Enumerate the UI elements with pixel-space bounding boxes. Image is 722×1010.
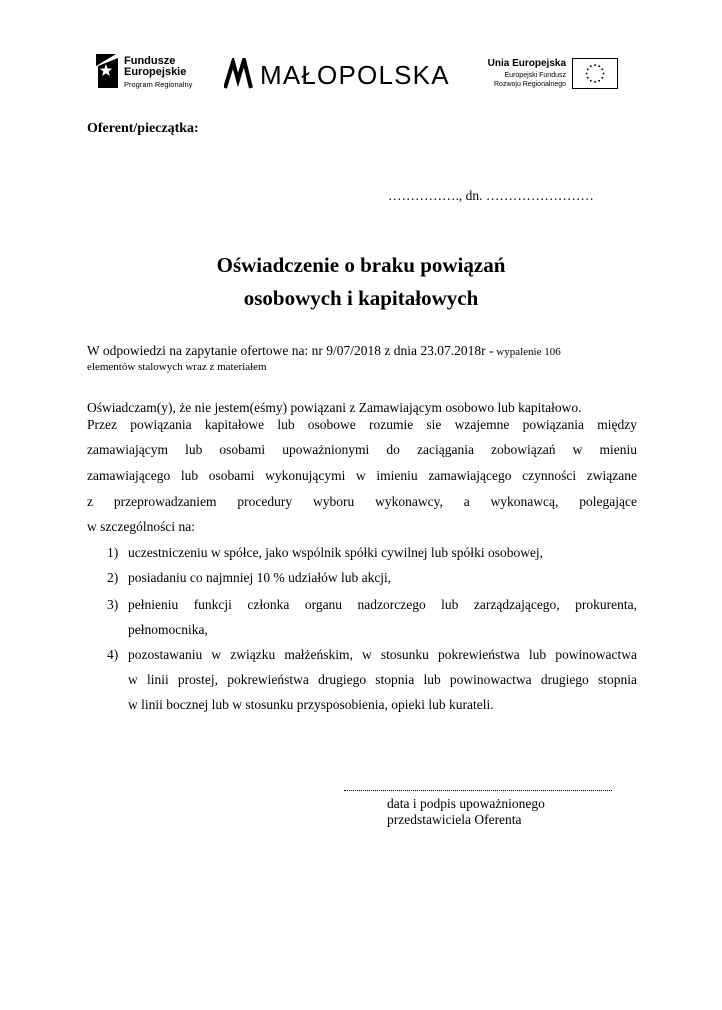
signature-dotted-line	[344, 790, 612, 791]
eu-flag-star	[594, 64, 596, 66]
title-line2: osobowych i kapitałowych	[243, 286, 479, 310]
reference-subject-line2: elementów stalowych wraz z materiałem	[87, 361, 267, 373]
document-title	[0, 249, 722, 315]
logo-fundusze-europejskie	[94, 52, 224, 94]
eu-flag-star	[587, 68, 589, 70]
fe-logo-line1: Fundusze	[124, 55, 176, 67]
eu-flag-star	[587, 77, 589, 79]
list-item-line: w linii bocznej lub w stosunku przysposobienia, opieki lub kurateli.	[128, 697, 494, 712]
list-number: 4)	[107, 647, 119, 662]
eu-flag-icon	[572, 58, 618, 89]
reference-main: W odpowiedzi na zapytanie ofertowe na: nr 9/07/2018 z dnia 23.07.2018r -	[87, 343, 494, 358]
place-date-field: ……………., dn. ……………………	[388, 188, 594, 203]
definition-line: z przeprowadzaniem procedury wyboru wykonawcy, a wykonawcą, polegające	[87, 494, 637, 509]
eu-flag-star	[598, 65, 600, 67]
malopolska-wordmark: MAŁOPOLSKA	[260, 60, 450, 90]
eu-flag-star	[602, 73, 604, 75]
eu-flag-star	[601, 77, 603, 79]
eu-flag-star	[601, 68, 603, 70]
fundusze-europejskie-icon	[94, 52, 120, 90]
inquiry-reference	[87, 344, 627, 374]
eu-flag-star	[590, 80, 592, 82]
list-item-line: pełnomocnika,	[128, 622, 208, 637]
fe-logo-line2: Europejskie	[124, 66, 187, 78]
ue-logo-line1: Unia Europejska	[487, 58, 566, 69]
signature-caption	[387, 796, 545, 828]
declaration-statement: Oświadczam(y), że nie jestem(eśmy) powiązani z Zamawiającym osobowo lub kapitałowo.	[87, 400, 582, 415]
eu-flag-star	[586, 73, 588, 75]
definition-line: Przez powiązania kapitałowe lub osobowe rozumie sie wzajemne powiązania między	[87, 417, 637, 432]
list-number: 2)	[107, 570, 119, 585]
offeror-stamp-label: Oferent/pieczątka:	[87, 121, 199, 136]
list-number: 3)	[107, 597, 119, 612]
list-item-line: pozostawaniu w związku małżeńskim, w stosunku pokrewieństwa lub powinowactwa	[128, 647, 637, 662]
signature-caption-line2: przedstawiciela Oferenta	[387, 812, 522, 827]
definition-line: w szczególności na:	[87, 519, 195, 534]
ue-logo-line2: Europejski Fundusz	[504, 72, 566, 79]
signature-caption-line1: data i podpis upoważnionego	[387, 796, 545, 811]
eu-flag-star	[598, 80, 600, 82]
definition-line: zamawiającym lub osobami upoważnionymi do zaciągania zobowiązań w mieniu	[87, 442, 637, 457]
list-item-line: posiadaniu co najmniej 10 % udziałów lub akcji,	[128, 570, 392, 585]
list-item-line: pełnieniu funkcji członka organu nadzorczego lub zarządzającego, prokurenta,	[128, 597, 637, 612]
title-line1: Oświadczenie o braku powiązań	[216, 253, 506, 277]
logo-unia-europejska	[474, 58, 620, 94]
eu-flag-star	[594, 81, 596, 83]
list-number: 1)	[107, 545, 119, 560]
list-item-line: uczestniczeniu w spółce, jako wspólnik spółki cywilnej lub spółki osobowej,	[128, 545, 544, 560]
reference-subject-inline: wypalenie 106	[493, 346, 561, 358]
definition-line: zamawiającego lub osobami wykonującymi w imieniu zamawiającego czynności związane	[87, 468, 637, 483]
ue-logo-line3: Rozwoju Regionalnego	[494, 81, 566, 88]
fe-logo-line3: Program Regionalny	[124, 80, 193, 89]
list-item-line: w linii prostej, pokrewieństwa drugiego stopnia lub powinowactwa drugiego stopnia	[128, 672, 637, 687]
eu-flag-star	[590, 65, 592, 67]
malopolska-mountains-icon	[224, 58, 256, 90]
